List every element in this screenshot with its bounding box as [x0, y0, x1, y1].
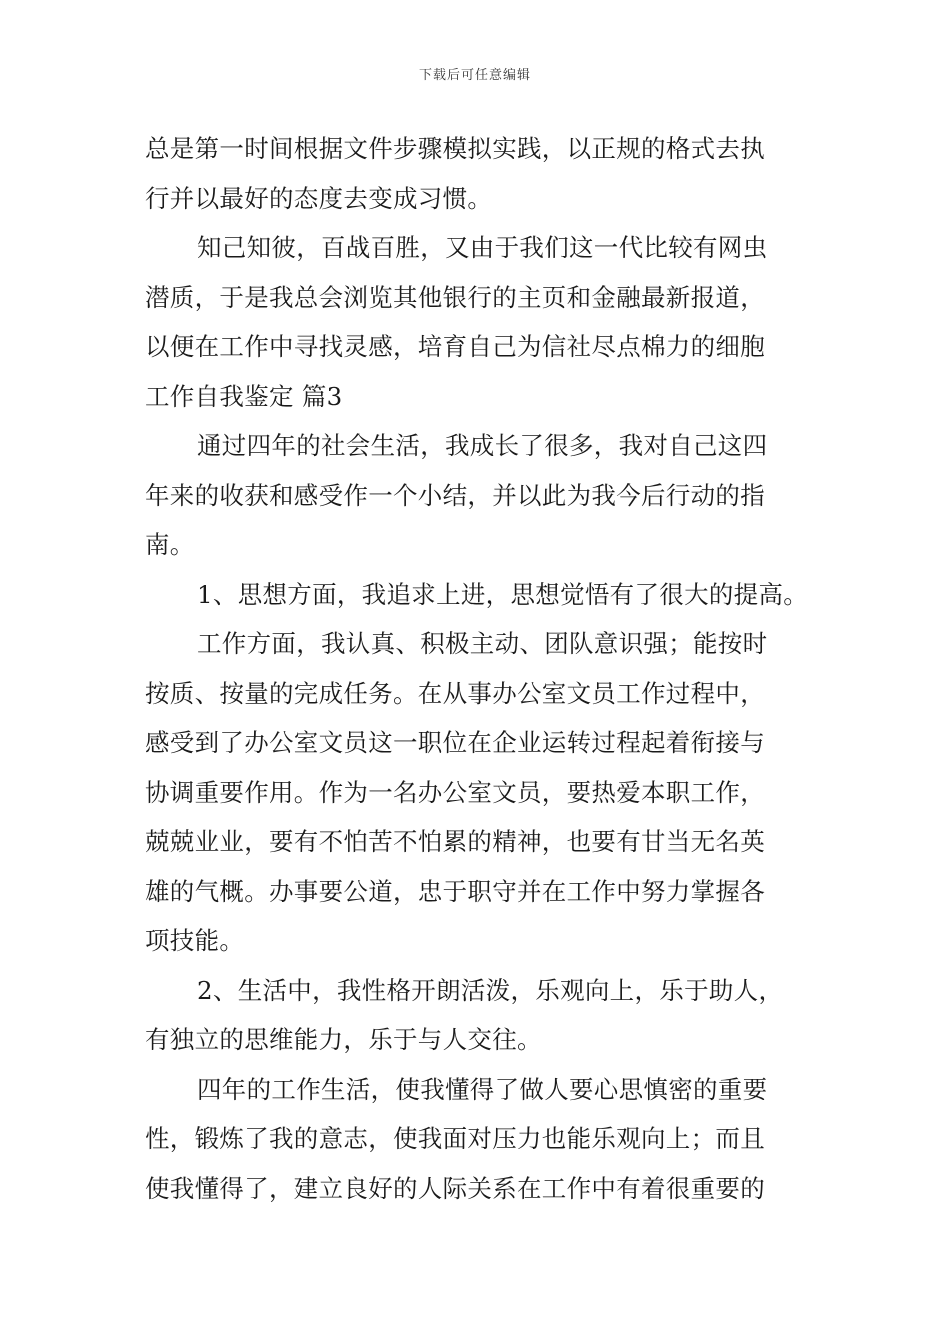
text-line: 有独立的思维能力，乐于与人交往。	[145, 1025, 542, 1054]
text-line: 行并以最好的态度去变成习惯。	[145, 183, 493, 213]
text-line: 性，锻炼了我的意志，使我面对压力也能乐观向上；而且	[145, 1124, 765, 1153]
page-header: 下载后可任意编辑	[418, 68, 531, 83]
text-line: 南。	[145, 530, 195, 559]
text-line: 总是第一时间根据文件步骤模拟实践，以正规的格式去执	[145, 134, 765, 163]
text-line: 感受到了办公室文员这一职位在企业运转过程起着衔接与	[145, 728, 765, 757]
text-line: 兢兢业业，要有不怕苦不怕累的精神，也要有甘当无名英	[145, 827, 765, 856]
text-line: 雄的气概。办事要公道，忠于职守并在工作中努力掌握各	[145, 876, 765, 906]
text-line: 工作方面，我认真、积极主动、团队意识强；能按时	[197, 629, 768, 658]
text-line: 协调重要作用。作为一名办公室文员，要热爱本职工作，	[145, 777, 765, 807]
text-line: 通过四年的社会生活，我成长了很多，我对自己这四	[197, 431, 768, 460]
text-line: 四年的工作生活，使我懂得了做人要心思慎密的重要	[197, 1074, 768, 1104]
text-line: 年来的收获和感受作一个小结，并以此为我今后行动的指	[145, 480, 765, 510]
text-line: 项技能。	[145, 926, 245, 955]
text-line: 按质、按量的完成任务。在从事办公室文员工作过程中，	[145, 678, 765, 708]
document-body	[145, 124, 815, 1213]
section-heading: 工作自我鉴定 篇3	[145, 381, 343, 411]
text-line: 知己知彼，百战百胜，又由于我们这一代比较有网虫	[197, 233, 768, 262]
text-line: 2、生活中，我性格开朗活泼，乐观向上，乐于助人，	[197, 975, 784, 1005]
text-line: 1、思想方面，我追求上进，思想觉悟有了很大的提高。	[197, 579, 809, 609]
text-line: 使我懂得了，建立良好的人际关系在工作中有着很重要的	[145, 1173, 765, 1203]
text-line: 潜质，于是我总会浏览其他银行的主页和金融最新报道，	[145, 282, 765, 312]
text-line: 以便在工作中寻找灵感，培育自己为信社尽点棉力的细胞	[145, 332, 765, 361]
